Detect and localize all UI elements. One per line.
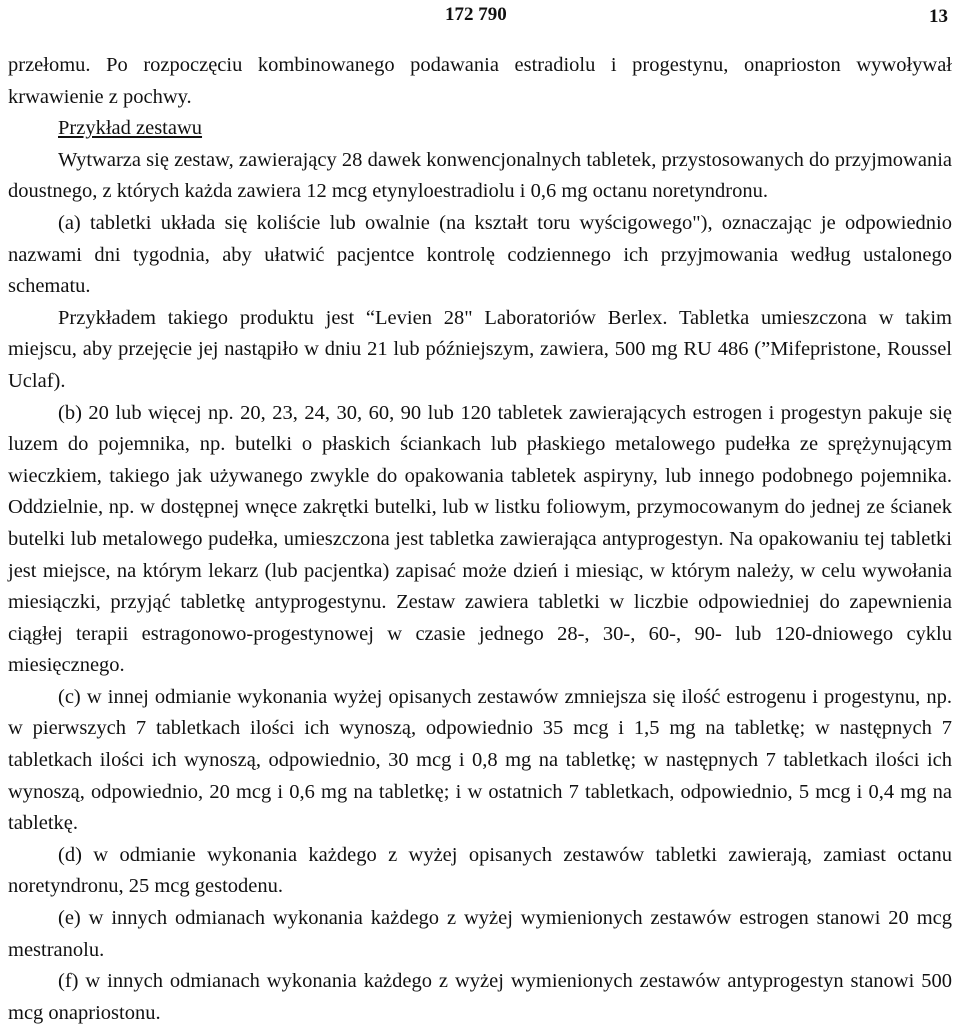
- paragraph-variant-b: (b) 20 lub więcej np. 20, 23, 24, 30, 60, 90 lub 120 tabletek zawierających estrogen i progestyn pakuje się luzem do pojemnika, np. butelki o płaskich ściankach lub płaskiego metalowego pudełka ze sprężynującym wieczkiem, takiego jak używanego zwykle do opakowania tabletek aspiryny, lub innego podobnego pojemnika. Oddzielnie, np. w dostępnej wnęce zakrętki butelki, lub w listku foliowym, przymocowanym do jednej ze ścianek butelki lub metalowego pudełka, umieszczona jest tabletka zawierająca antyprogestyn. Na opakowaniu tej tabletki jest miejsce, na którym lekarz (lub pacjentka) zapisać może dzień i miesiąc, w którym należy, w celu wywołania miesiączki, przyjąć tabletkę antyprogestynu. Zestaw zawiera tabletki w liczbie odpowiedniej do zapewnienia ciągłej terapii estragonowo-progestynowej w czasie jednego 28-, 30-, 60-, 90- lub 120-dniowego cyklu miesięcznego.: [8, 401, 952, 677]
- patent-number: 172 790: [445, 4, 507, 25]
- paragraph-intro: Wytwarza się zestaw, zawierający 28 dawek konwencjonalnych tabletek, przystosowanych do przyjmowania doustnego, z których każda zawiera 12 mcg etynyloestradiolu i 0,6 mg octanu noretyndronu.: [8, 148, 952, 203]
- paragraph-variant-d: (d) w odmianie wykonania każdego z wyżej opisanych zestawów tabletki zawierają, zamiast octanu noretyndronu, 25 mcg gestodenu.: [8, 843, 952, 898]
- paragraph-variant-a: (a) tabletki układa się koliście lub owalnie (na kształt toru wyścigowego"), oznaczając je odpowiednio nazwami dni tygodnia, aby ułatwić pacjentce kontrolę codziennego ich przyjmowania według ustalonego schematu.: [8, 211, 952, 298]
- paragraph-variant-c: (c) w innej odmianie wykonania wyżej opisanych zestawów zmniejsza się ilość estrogenu i progestynu, np. w pierwszych 7 tabletkach ilości ich wynoszą, odpowiednio 35 mcg i 1,5 mg na tabletkę; w następnych 7 tabletkach ilości ich wynoszą, odpowiednio, 30 mcg i 0,8 mg na tabletkę; w następnych 7 tabletkach ilości ich wynoszą, odpowiednio, 20 mcg i 0,6 mg na tabletkę; i w ostatnich 7 tabletkach, odpowiednio, 5 mcg i 0,4 mg na tabletkę.: [8, 685, 952, 835]
- document-body: [8, 50, 952, 1029]
- section-heading: Przykład zestawu: [58, 117, 203, 140]
- paragraph-continuation: przełomu. Po rozpoczęciu kombinowanego podawania estradiolu i progestynu, onaprioston wywoływał krwawienie z pochwy.: [8, 54, 952, 108]
- paragraph-example-product: Przykładem takiego produktu jest “Levien 28" Laboratoriów Berlex. Tabletka umieszczona w takim miejscu, aby przejęcie jej nastąpiło w dniu 21 lub późniejszym, zawiera, 500 mg RU 486 (”Mifepristone, Roussel Uclaf).: [8, 306, 952, 392]
- paragraph-variant-e: (e) w innych odmianach wykonania każdego z wyżej wymienionych zestawów estrogen stanowi 20 mcg mestranolu.: [8, 907, 952, 961]
- page-number: 13: [929, 6, 948, 27]
- paragraph-variant-f: (f) w innych odmianach wykonania każdego z wyżej wymienionych zestawów antyprogestyn stanowi 500 mcg onapriostonu.: [8, 970, 952, 1024]
- page-header: [0, 4, 960, 34]
